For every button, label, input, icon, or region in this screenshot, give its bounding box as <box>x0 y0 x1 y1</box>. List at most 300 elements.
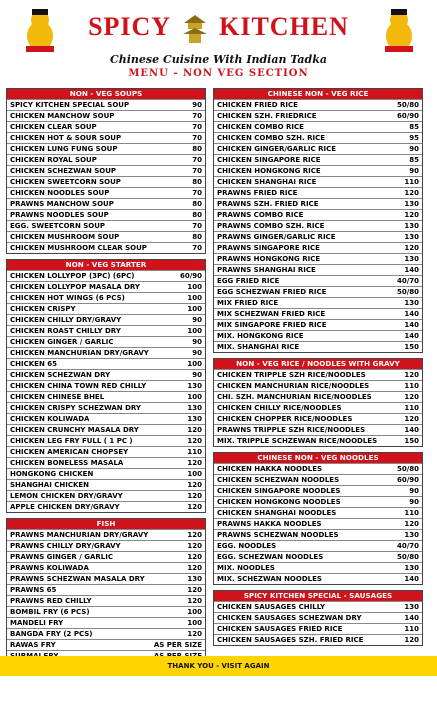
item-name: MIX FRIED RICE <box>217 299 279 307</box>
item-name: CHICKEN SZH. FRIEDRICE <box>217 112 317 120</box>
item-price: 90 <box>409 498 419 506</box>
item-price: 110 <box>187 448 202 456</box>
menu-item <box>7 369 205 380</box>
item-name: CHICKEN MUSHROOM CLEAR SOUP <box>10 244 147 252</box>
item-name: CHICKEN NOODLES SOUP <box>10 189 110 197</box>
item-price: 60/90 <box>396 476 419 484</box>
menu-section <box>213 88 423 353</box>
item-price: 130 <box>404 603 419 611</box>
item-name: CHICKEN ROAST CHILLY DRY <box>10 327 121 335</box>
menu-item <box>7 540 205 551</box>
item-name: SHANGHAI CHICKEN <box>10 481 90 489</box>
item-name: CHICKEN TRIPPLE SZH RICE/NOODLES <box>217 371 366 379</box>
menu-item <box>7 154 205 165</box>
menu-item <box>7 110 205 121</box>
menu-item <box>214 634 422 645</box>
item-price: 120 <box>404 415 419 423</box>
item-price: 150 <box>404 343 419 351</box>
item-price: 80 <box>192 145 202 153</box>
item-name: PRAWNS 65 <box>10 586 57 594</box>
menu-item <box>214 308 422 319</box>
menu-item <box>7 121 205 132</box>
bottom-margin <box>0 676 437 720</box>
item-price: 90 <box>192 371 202 379</box>
item-price: 120 <box>404 371 419 379</box>
item-price: 100 <box>187 608 202 616</box>
section-title: SPICY KITCHEN SPECIAL - SAUSAGES <box>214 591 422 601</box>
item-name: PRAWNS SHANGHAI RICE <box>217 266 316 274</box>
item-name: PRAWNS FRIED RICE <box>217 189 298 197</box>
menu-item <box>7 402 205 413</box>
right-column <box>213 88 423 651</box>
menu-item <box>214 143 422 154</box>
menu-item <box>214 601 422 612</box>
menu-item <box>7 617 205 628</box>
item-name: CHICKEN CLEAR SOUP <box>10 123 97 131</box>
menu-item <box>7 187 205 198</box>
menu-item <box>214 518 422 529</box>
menu-item <box>7 270 205 281</box>
item-name: CHICKEN CHILLY RICE/NOODLES <box>217 404 342 412</box>
item-name: MIX SINGAPORE FRIED RICE <box>217 321 327 329</box>
item-price: 130 <box>187 382 202 390</box>
menu-item <box>7 424 205 435</box>
item-name: CHICKEN SAUSAGES CHILLY <box>217 603 326 611</box>
menu-section <box>6 259 206 513</box>
section-title: NON - VEG STARTER <box>7 260 205 270</box>
item-name: CHICKEN HOT WINGS (6 PCS) <box>10 294 125 302</box>
item-name: PRAWNS MANCHURIAN DRY/GRAVY <box>10 531 149 539</box>
item-name: PRAWNS SZH. FRIED RICE <box>217 200 319 208</box>
item-price: 140 <box>404 575 419 583</box>
item-name: PRAWNS SCHEZWAN MASALA DRY <box>10 575 145 583</box>
item-name: CHICKEN ROYAL SOUP <box>10 156 97 164</box>
menu-item <box>214 264 422 275</box>
item-price: 50/80 <box>396 465 419 473</box>
item-price: 50/80 <box>396 101 419 109</box>
item-name: CHICKEN HAKKA NOODLES <box>217 465 323 473</box>
item-price: 120 <box>187 492 202 500</box>
item-name: CHICKEN CRUNCHY MASALA DRY <box>10 426 139 434</box>
menu-item <box>214 623 422 634</box>
item-name: CHICKEN MANCHURIAN RICE/NOODLES <box>217 382 370 390</box>
item-name: RAWAS FRY <box>10 641 56 649</box>
menu-item <box>214 507 422 518</box>
menu-item <box>7 220 205 231</box>
item-name: EGG. NOODLES <box>217 542 277 550</box>
item-price: 80 <box>192 233 202 241</box>
menu-item <box>214 99 422 110</box>
item-price: 120 <box>187 531 202 539</box>
menu-section <box>6 88 206 254</box>
menu-item <box>7 595 205 606</box>
item-price: 100 <box>187 470 202 478</box>
left-column <box>6 88 206 667</box>
item-price: 90 <box>409 145 419 153</box>
menu-item <box>214 391 422 402</box>
item-price: 120 <box>187 426 202 434</box>
menu-section <box>213 358 423 447</box>
item-price: 120 <box>187 437 202 445</box>
menu-item <box>214 319 422 330</box>
item-name: CHICKEN SINGAPORE RICE <box>217 156 321 164</box>
menu-item <box>7 573 205 584</box>
item-name: CHICKEN SAUSAGES SCHEZWAN DRY <box>217 614 362 622</box>
menu-item <box>214 435 422 446</box>
item-price: 90 <box>409 167 419 175</box>
item-price: 70 <box>192 244 202 252</box>
menu-item <box>7 479 205 490</box>
menu-item <box>214 551 422 562</box>
menu-item <box>7 584 205 595</box>
item-price: 120 <box>404 520 419 528</box>
item-price: 85 <box>409 123 419 131</box>
menu-item <box>214 110 422 121</box>
item-price: 130 <box>404 255 419 263</box>
item-price: 120 <box>404 636 419 644</box>
item-name: EGG. SCHEZWAN NOODLES <box>217 553 324 561</box>
item-name: PRAWNS HONGKONG RICE <box>217 255 321 263</box>
item-price: 90 <box>192 349 202 357</box>
menu-item <box>7 325 205 336</box>
item-name: CHICKEN LUNG FUNG SOUP <box>10 145 118 153</box>
menu-item <box>7 281 205 292</box>
menu-item <box>214 474 422 485</box>
menu-header <box>0 0 437 90</box>
menu-item <box>214 297 422 308</box>
menu-item <box>7 292 205 303</box>
footer-banner: THANK YOU - VISIT AGAIN <box>0 656 437 676</box>
item-price: 140 <box>404 321 419 329</box>
item-price: AS PER SIZE <box>153 641 202 649</box>
item-price: 70 <box>192 134 202 142</box>
menu-item <box>7 143 205 154</box>
menu-item <box>7 347 205 358</box>
item-name: PRAWNS NOODLES SOUP <box>10 211 109 219</box>
item-price: 120 <box>404 211 419 219</box>
item-name: PRAWNS SCHEZWAN NOODLES <box>217 531 339 539</box>
item-price: 90 <box>409 487 419 495</box>
item-price: 120 <box>187 553 202 561</box>
item-name: PRAWNS KOLIWADA <box>10 564 89 572</box>
item-name: BOMBIL FRY (6 PCS) <box>10 608 90 616</box>
menu-item <box>7 391 205 402</box>
menu-item <box>7 242 205 253</box>
menu-item <box>214 121 422 132</box>
item-name: CHICKEN CHILLY DRY/GRAVY <box>10 316 122 324</box>
item-price: 130 <box>404 233 419 241</box>
item-price: 110 <box>404 625 419 633</box>
item-name: EGG FRIED RICE <box>217 277 280 285</box>
item-name: CHICKEN SCHEZWAN NOODLES <box>217 476 340 484</box>
item-name: APPLE CHICKEN DRY/GRAVY <box>10 503 120 511</box>
menu-item <box>214 424 422 435</box>
menu-section <box>213 590 423 646</box>
item-price: 100 <box>187 619 202 627</box>
menu-item <box>214 402 422 413</box>
item-name: LEMON CHICKEN DRY/GRAVY <box>10 492 123 500</box>
menu-item <box>7 380 205 391</box>
item-price: 100 <box>187 305 202 313</box>
item-name: CHICKEN GINGER / GARLIC <box>10 338 114 346</box>
menu-item <box>214 286 422 297</box>
item-price: 110 <box>404 509 419 517</box>
item-price: 140 <box>404 426 419 434</box>
menu-item <box>7 435 205 446</box>
item-price: 120 <box>187 597 202 605</box>
menu-item <box>214 132 422 143</box>
item-price: 130 <box>404 299 419 307</box>
item-name: PRAWNS SINGAPORE RICE <box>217 244 320 252</box>
item-name: MIX SCHEZWAN FRIED RICE <box>217 310 326 318</box>
item-name: CHICKEN SCHEZWAN SOUP <box>10 167 117 175</box>
menu-item <box>7 551 205 562</box>
item-name: CHICKEN MANCHOW SOUP <box>10 112 115 120</box>
item-name: CHICKEN SINGAPORE NOODLES <box>217 487 341 495</box>
item-price: 130 <box>187 575 202 583</box>
menu-item <box>7 314 205 325</box>
item-name: BANGDA FRY (2 PCS) <box>10 630 93 638</box>
item-price: 130 <box>404 200 419 208</box>
item-price: 130 <box>404 222 419 230</box>
item-price: 130 <box>404 531 419 539</box>
section-title: CHINESE NON - VEG RICE <box>214 89 422 99</box>
item-price: 120 <box>404 393 419 401</box>
menu-item <box>214 154 422 165</box>
item-name: PRAWNS COMBO SZH. RICE <box>217 222 325 230</box>
menu-item <box>7 358 205 369</box>
menu-item <box>214 463 422 474</box>
item-price: 100 <box>187 393 202 401</box>
item-price: 85 <box>409 156 419 164</box>
menu-item <box>7 303 205 314</box>
item-name: EGG. SWEETCORN SOUP <box>10 222 106 230</box>
menu-item <box>214 369 422 380</box>
item-price: 70 <box>192 112 202 120</box>
menu-item <box>7 562 205 573</box>
item-name: CHICKEN COMBO SZH. RICE <box>217 134 326 142</box>
menu-item <box>7 165 205 176</box>
section-title: NON - VEG RICE / NOODLES WITH GRAVY <box>214 359 422 369</box>
section-title: NON - VEG SOUPS <box>7 89 205 99</box>
item-price: 90 <box>192 316 202 324</box>
item-price: 130 <box>187 415 202 423</box>
item-price: 100 <box>187 283 202 291</box>
menu-item <box>7 446 205 457</box>
item-name: HONGKONG CHICKEN <box>10 470 94 478</box>
item-name: PRAWNS GINGER/GARLIC RICE <box>217 233 336 241</box>
brand-left: SPICY <box>88 12 171 41</box>
item-price: 100 <box>187 327 202 335</box>
item-price: 140 <box>404 614 419 622</box>
item-name: CHICKEN SHANGHAI NOODLES <box>217 509 337 517</box>
item-price: 90 <box>192 101 202 109</box>
item-name: MIX. SCHEZWAN NOODLES <box>217 575 322 583</box>
item-name: CHICKEN LEG FRY FULL ( 1 PC ) <box>10 437 133 445</box>
item-price: 110 <box>404 178 419 186</box>
menu-item <box>7 413 205 424</box>
item-name: CHICKEN BONELESS MASALA <box>10 459 124 467</box>
item-name: CHICKEN CHINA TOWN RED CHILLY <box>10 382 147 390</box>
item-price: 140 <box>404 332 419 340</box>
item-name: CHICKEN FRIED RICE <box>217 101 298 109</box>
menu-item <box>214 485 422 496</box>
item-name: PRAWNS GINGER / GARLIC <box>10 553 113 561</box>
menu-item <box>214 187 422 198</box>
menu-item <box>214 209 422 220</box>
item-price: 120 <box>187 459 202 467</box>
item-price: 70 <box>192 167 202 175</box>
item-name: CHICKEN SAUSAGES SZH. FRIED RICE <box>217 636 364 644</box>
menu-item <box>7 457 205 468</box>
menu-item <box>7 336 205 347</box>
item-price: 120 <box>404 244 419 252</box>
item-name: CHICKEN MANCHURIAN DRY/GRAVY <box>10 349 149 357</box>
item-price: 70 <box>192 156 202 164</box>
item-name: CHICKEN COMBO RICE <box>217 123 304 131</box>
item-price: 140 <box>404 310 419 318</box>
item-name: CHICKEN HONGKONG RICE <box>217 167 321 175</box>
item-price: 50/80 <box>396 553 419 561</box>
menu-item <box>7 231 205 242</box>
menu-item <box>214 573 422 584</box>
item-name: EGG SCHEZWAN FRIED RICE <box>217 288 327 296</box>
menu-item <box>7 490 205 501</box>
item-name: CHICKEN SWEETCORN SOUP <box>10 178 121 186</box>
menu-item <box>214 242 422 253</box>
item-price: 80 <box>192 211 202 219</box>
item-price: 120 <box>187 503 202 511</box>
menu-item <box>214 198 422 209</box>
menu-section <box>6 518 206 662</box>
item-price: 70 <box>192 123 202 131</box>
menu-item <box>7 468 205 479</box>
tagline: Chinese Cuisine With Indian Tadka <box>110 53 327 66</box>
item-price: 120 <box>187 542 202 550</box>
item-price: 120 <box>404 189 419 197</box>
item-name: CHICKEN CHOPPER RICE/NOODLES <box>217 415 353 423</box>
item-price: 110 <box>404 404 419 412</box>
item-name: CHICKEN SCHEZWAN DRY <box>10 371 111 379</box>
item-name: CHICKEN CHINESE BHEL <box>10 393 105 401</box>
brand-right: KITCHEN <box>219 12 349 41</box>
item-name: PRAWNS MANCHOW SOUP <box>10 200 114 208</box>
menu-item <box>214 562 422 573</box>
item-price: 50/80 <box>396 288 419 296</box>
item-name: CHICKEN KOLIWADA <box>10 415 90 423</box>
item-name: CHICKEN LOLLYPOP MASALA DRY <box>10 283 140 291</box>
item-name: CHICKEN 65 <box>10 360 57 368</box>
menu-item <box>7 176 205 187</box>
item-name: MIX. HONGKONG RICE <box>217 332 304 340</box>
menu-item <box>7 501 205 512</box>
item-name: CHICKEN MUSHROOM SOUP <box>10 233 120 241</box>
item-price: 40/70 <box>396 542 419 550</box>
menu-item <box>214 165 422 176</box>
menu-item <box>214 540 422 551</box>
menu-item <box>214 612 422 623</box>
item-price: 95 <box>409 134 419 142</box>
menu-item <box>214 275 422 286</box>
item-name: CHICKEN SAUSAGES FRIED RICE <box>217 625 343 633</box>
menu-item <box>7 99 205 110</box>
item-name: CHICKEN HONGKONG NOODLES <box>217 498 341 506</box>
menu-item <box>214 220 422 231</box>
menu-item <box>214 380 422 391</box>
item-price: 80 <box>192 200 202 208</box>
item-price: 120 <box>187 586 202 594</box>
menu-section-title: MENU - NON VEG SECTION <box>128 68 309 79</box>
item-price: 60/90 <box>396 112 419 120</box>
menu-item <box>7 529 205 540</box>
item-name: CHICKEN SHANGHAI RICE <box>217 178 317 186</box>
item-name: CHICKEN CRISPY SCHEZWAN DRY <box>10 404 141 412</box>
item-name: CHICKEN GINGER/GARLIC RICE <box>217 145 337 153</box>
item-price: 40/70 <box>396 277 419 285</box>
item-name: PRAWNS COMBO RICE <box>217 211 304 219</box>
section-title: FISH <box>7 519 205 529</box>
item-price: 150 <box>404 437 419 445</box>
item-price: 60/90 <box>179 272 202 280</box>
menu-section <box>213 452 423 585</box>
brand-logo <box>0 12 437 44</box>
item-name: CHICKEN AMERICAN CHOPSEY <box>10 448 129 456</box>
menu-item <box>214 496 422 507</box>
item-name: MANDELI FRY <box>10 619 64 627</box>
item-price: 100 <box>187 294 202 302</box>
menu-item <box>7 132 205 143</box>
menu-item <box>214 529 422 540</box>
menu-item <box>7 639 205 650</box>
item-price: 90 <box>192 338 202 346</box>
item-name: MIX. SHANGHAI RICE <box>217 343 300 351</box>
item-price: 70 <box>192 222 202 230</box>
menu-item <box>7 209 205 220</box>
menu-item <box>214 176 422 187</box>
menu-item <box>7 628 205 639</box>
menu-item <box>214 231 422 242</box>
section-title: CHINESE NON - VEG NOODLES <box>214 453 422 463</box>
item-name: CHICKEN LOLLYPOP (3PC) (6PC) <box>10 272 135 280</box>
item-name: CHICKEN HOT & SOUR SOUP <box>10 134 122 142</box>
menu-item <box>214 330 422 341</box>
item-price: 120 <box>187 630 202 638</box>
item-name: PRAWNS CHILLY DRY/GRAVY <box>10 542 121 550</box>
item-name: PRAWNS TRIPPLE SZH RICE/NOODLES <box>217 426 366 434</box>
item-price: 120 <box>187 564 202 572</box>
menu-item <box>214 413 422 424</box>
menu-item <box>214 341 422 352</box>
item-price: 140 <box>404 266 419 274</box>
item-price: 100 <box>187 360 202 368</box>
item-price: 80 <box>192 178 202 186</box>
item-name: PRAWNS HAKKA NOODLES <box>217 520 322 528</box>
pagoda-emblem-icon <box>182 14 208 44</box>
item-name: MIX. NOODLES <box>217 564 275 572</box>
menu-item <box>7 606 205 617</box>
item-price: 130 <box>404 564 419 572</box>
item-name: PRAWNS RED CHILLY <box>10 597 92 605</box>
item-price: 130 <box>187 404 202 412</box>
item-name: MIX. TRIPPLE SCHZEWAN RICE/NOODLES <box>217 437 378 445</box>
menu-item <box>214 253 422 264</box>
item-price: 70 <box>192 189 202 197</box>
item-name: CHI. SZH. MANCHURIAN RICE/NOODLES <box>217 393 372 401</box>
item-name: CHICKEN CRISPY <box>10 305 76 313</box>
item-name: SPICY KITCHEN SPECIAL SOUP <box>10 101 130 109</box>
item-price: 120 <box>187 481 202 489</box>
menu-item <box>7 198 205 209</box>
